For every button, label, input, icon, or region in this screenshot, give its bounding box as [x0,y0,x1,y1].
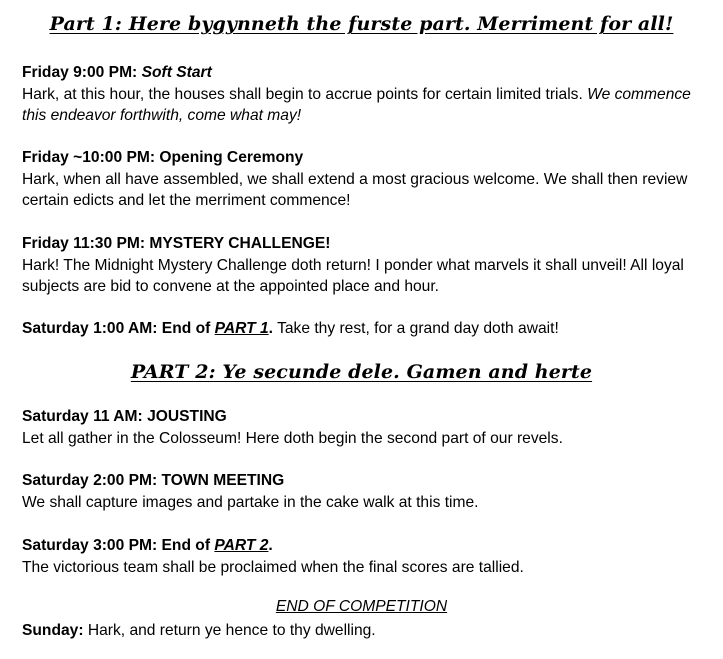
event-title: Saturday 2:00 PM: TOWN MEETING [22,472,285,489]
event-name: Soft Start [141,64,212,81]
sunday-label: Sunday: [22,622,84,639]
event-jousting [22,406,714,449]
event-mystery-challenge [22,233,714,298]
part2-heading: PART 2: Ye secunde dele. Gamen and herte [130,361,593,383]
event-soft-start [22,62,714,127]
sunday-text-line [22,620,714,642]
event-description: Hark, when all have assembled, we shall extend a most gracious welcome. We shall then review certain edicts and let the merriment commence! [22,170,688,209]
event-description: We shall capture images and partake in the cake walk at this time. [22,493,479,511]
event-title: Saturday 11 AM: JOUSTING [22,408,227,425]
end-rest: Take thy rest, for a grand day doth await! [277,320,559,337]
part1-heading: Part 1: Here bygynneth the furste part. Merriment for all! [49,13,674,35]
part-label: PART 2 [214,537,269,554]
end-of-part2 [22,535,714,578]
event-title [22,62,714,84]
event-text: Hark, at this hour, the houses shall begin to accrue points for certain limited trials. [22,85,583,103]
part-label: PART 1 [214,320,269,337]
end-of-part1 [22,318,714,340]
end-dot: . [268,537,273,554]
end-prefix: Saturday 3:00 PM: End of [22,537,211,554]
event-text-italic: We commence this endeavor forthwith, come what may! [22,85,691,124]
event-opening-ceremony [22,147,714,212]
end-part2-line [22,535,714,557]
sunday-line [22,620,714,642]
event-description [22,84,714,127]
event-title: Friday ~10:00 PM: Opening Ceremony [22,149,304,166]
end-part1-line [22,318,714,340]
end-prefix: Saturday 1:00 AM: End of [22,320,211,337]
end-dot: . [268,320,274,337]
end-of-competition: END OF COMPETITION [275,598,448,615]
event-town-meeting [22,470,714,513]
end-description: The victorious team shall be proclaimed when the final scores are tallied. [22,558,524,576]
event-description: Hark! The Midnight Mystery Challenge doth return! I ponder what marvels it shall unveil! All loyal subjects are bid to convene at the appointed place and hour. [22,256,684,295]
event-time: Friday 9:00 PM: [22,64,138,81]
event-title: Friday 11:30 PM: MYSTERY CHALLENGE! [22,235,331,252]
sunday-text: Hark, and return ye hence to thy dwelling. [87,622,376,639]
event-description: Let all gather in the Colosseum! Here doth begin the second part of our revels. [22,429,563,447]
